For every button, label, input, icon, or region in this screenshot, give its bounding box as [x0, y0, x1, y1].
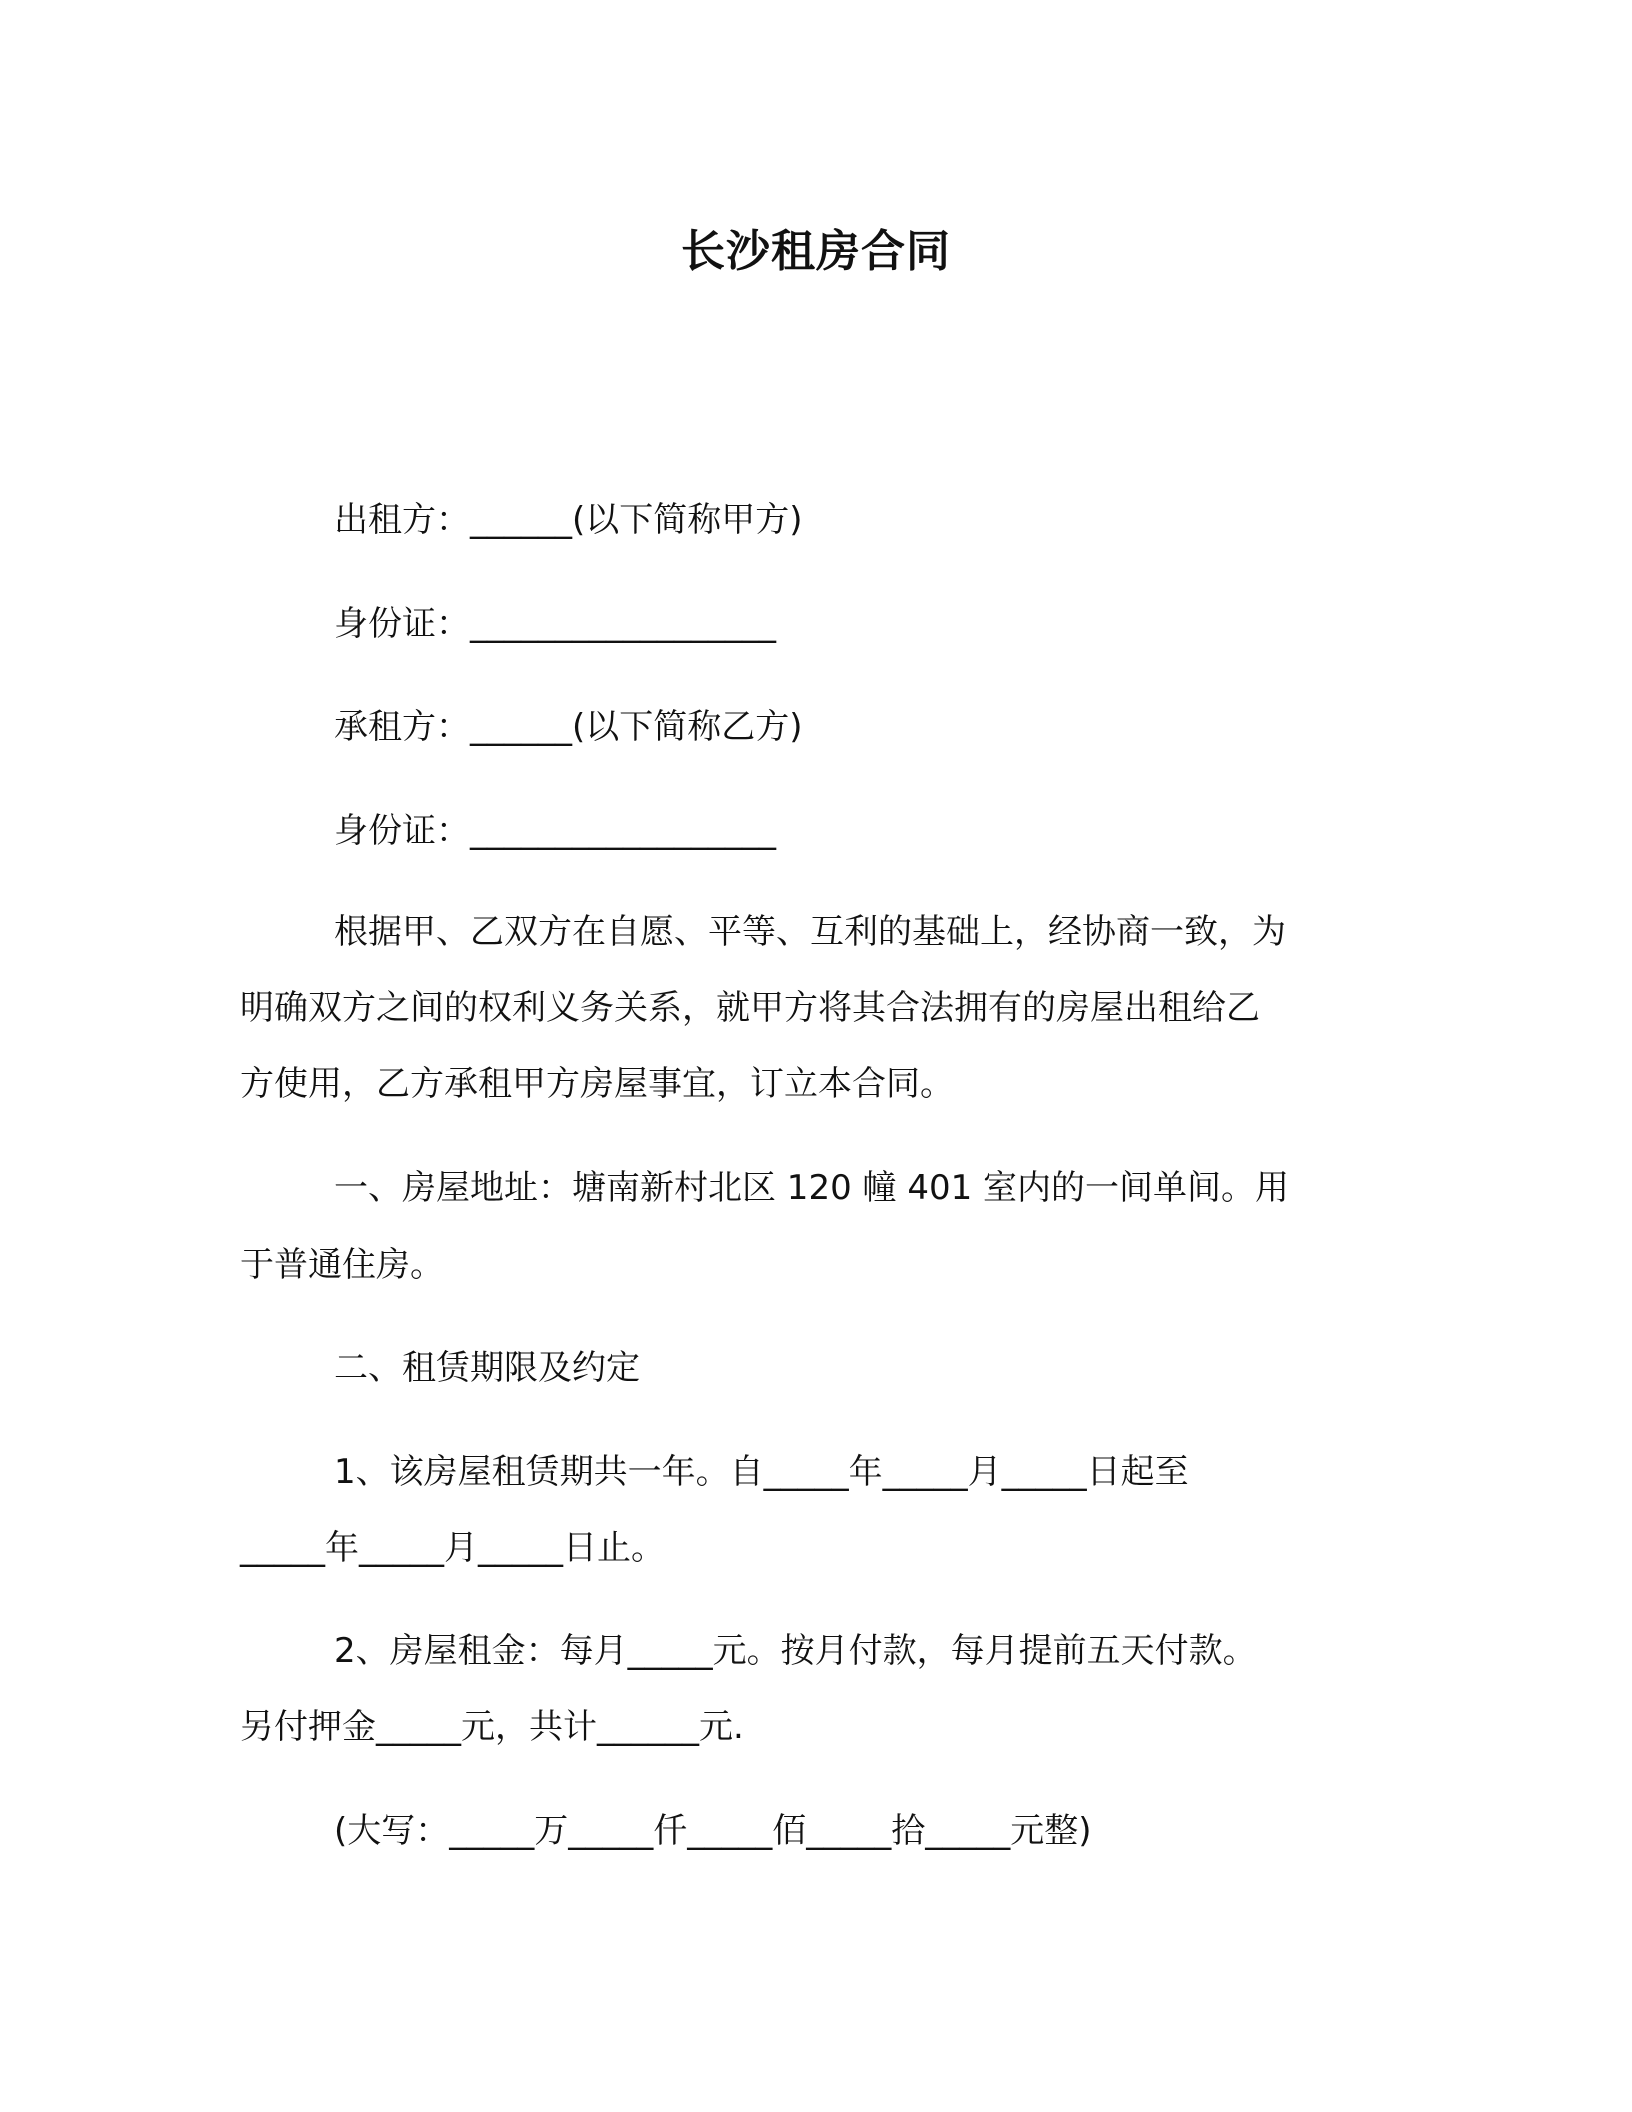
term-line-1: 1、该房屋租赁期共一年。自_____年_____月_____日起至 [334, 1452, 1189, 1492]
clause-1-line-1: 一、房屋地址：塘南新村北区 120 幢 401 室内的一间单间。用 [334, 1168, 1290, 1208]
preamble-line-1: 根据甲、乙双方在自愿、平等、互利的基础上，经协商一致，为 [334, 912, 1286, 952]
lessor-id-line: 身份证：__________________ [334, 604, 776, 644]
amount-in-words-line: (大写：_____万_____仟_____佰_____拾_____元整) [334, 1811, 1092, 1851]
document-title: 长沙租房合同 [681, 226, 951, 277]
lessor-line: 出租方：______(以下简称甲方) [334, 500, 803, 540]
term-line-2: _____年_____月_____日止。 [240, 1528, 665, 1568]
preamble-line-2: 明确双方之间的权利义务关系，就甲方将其合法拥有的房屋出租给乙 [240, 988, 1260, 1028]
clause-1-line-2: 于普通住房。 [240, 1245, 444, 1285]
rent-line-1: 2、房屋租金：每月_____元。按月付款，每月提前五天付款。 [334, 1631, 1257, 1671]
lessee-line: 承租方：______(以下简称乙方) [334, 707, 803, 747]
clause-2-heading: 二、租赁期限及约定 [334, 1348, 640, 1388]
rent-line-2: 另付押金_____元，共计______元. [240, 1707, 744, 1747]
preamble-line-3: 方使用，乙方承租甲方房屋事宜，订立本合同。 [240, 1064, 954, 1104]
lessee-id-line: 身份证：__________________ [334, 811, 776, 851]
